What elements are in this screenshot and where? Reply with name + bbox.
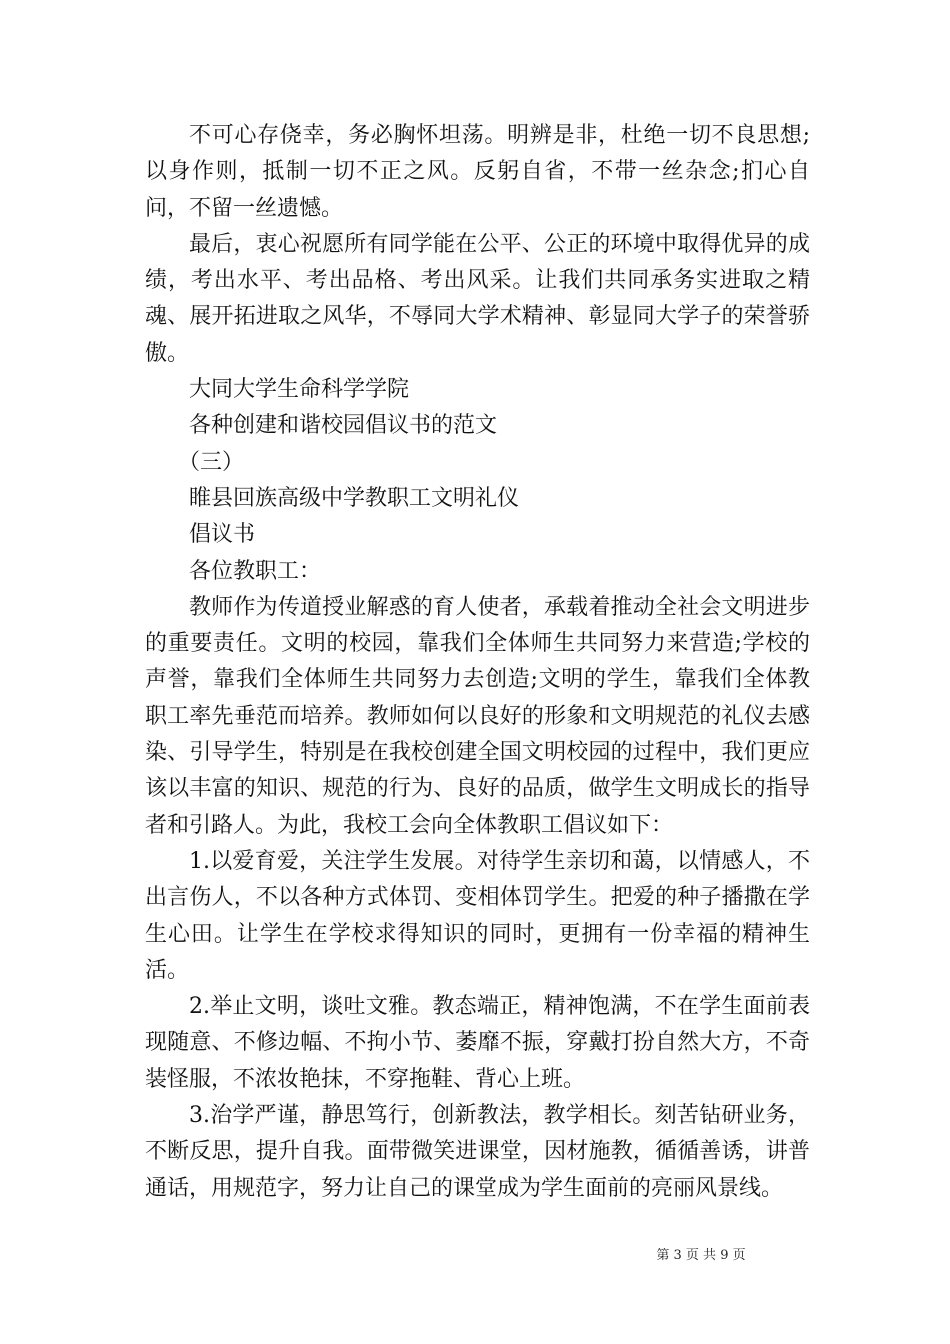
section-number: （三） — [178, 449, 245, 475]
page-footer — [0, 1244, 950, 1263]
proposal-heading: 睢县回族高级中学教职工文明礼仪 — [189, 485, 520, 511]
salutation: 各位教职工： — [189, 558, 322, 584]
proposal-heading-suffix: 倡议书 — [189, 522, 256, 548]
paragraph-3: 教师作为传道授业解惑的育人使者，承载着推动全社会文明进步的重要责任。文明的校园，靠我们全体师生共同努力来营造;学校的声誉，靠我们全体师生共同努力去创造;文明的学生，靠我们全体教职工率先垂范而培养。教师如何以良好的形象和文明规范的礼仪去感染、引导学生，特别是在我校创建全国文明校园的过程中，我们更应该以丰富的知识、规范的行为、良好的品质，做学生文明成长的指导者和引路人。为此，我校工会向全体教职工倡议如下： — [145, 594, 810, 838]
college-name: 大同大学生命科学学院 — [189, 377, 410, 403]
paragraph-item-2: 2.举止文明，谈吐文雅。教态端正，精神饱满，不在学生面前表现随意、不修边幅、不拘小节、萎靡不振，穿戴打扮自然大方，不奇装怪服，不浓妆艳抹，不穿拖鞋、背心上班。 — [145, 994, 810, 1092]
section-title: 各种创建和谐校园倡议书的范文 — [189, 413, 498, 439]
paragraph-1: 不可心存侥幸，务必胸怀坦荡。明辨是非，杜绝一切不良思想;以身作则，抵制一切不正之风。反躬自省，不带一丝杂念;扪心自问，不留一丝遗憾。 — [145, 123, 810, 221]
paragraph-item-1: 1.以爱育爱，关注学生发展。对待学生亲切和蔼，以情感人，不出言伤人，不以各种方式体罚、变相体罚学生。把爱的种子播撒在学生心田。让学生在学校求得知识的同时，更拥有一份幸福的精神生活。 — [145, 848, 810, 983]
page-number: 第 3 页 共 9 页 — [656, 1248, 746, 1263]
paragraph-item-3: 3.治学严谨，静思笃行，创新教法，教学相长。刻苦钻研业务，不断反思，提升自我。面带微笑进课堂，因材施教，循循善诱，讲普通话，用规范字，努力让自己的课堂成为学生面前的亮丽风景线。 — [145, 1103, 810, 1201]
paragraph-2: 最后，衷心祝愿所有同学能在公平、公正的环境中取得优异的成绩，考出水平、考出品格、考出风采。让我们共同承务实进取之精魂、展开拓进取之风华，不辱同大学术精神、彰显同大学子的荣誉骄傲。 — [145, 231, 810, 366]
document-body — [145, 118, 810, 1207]
